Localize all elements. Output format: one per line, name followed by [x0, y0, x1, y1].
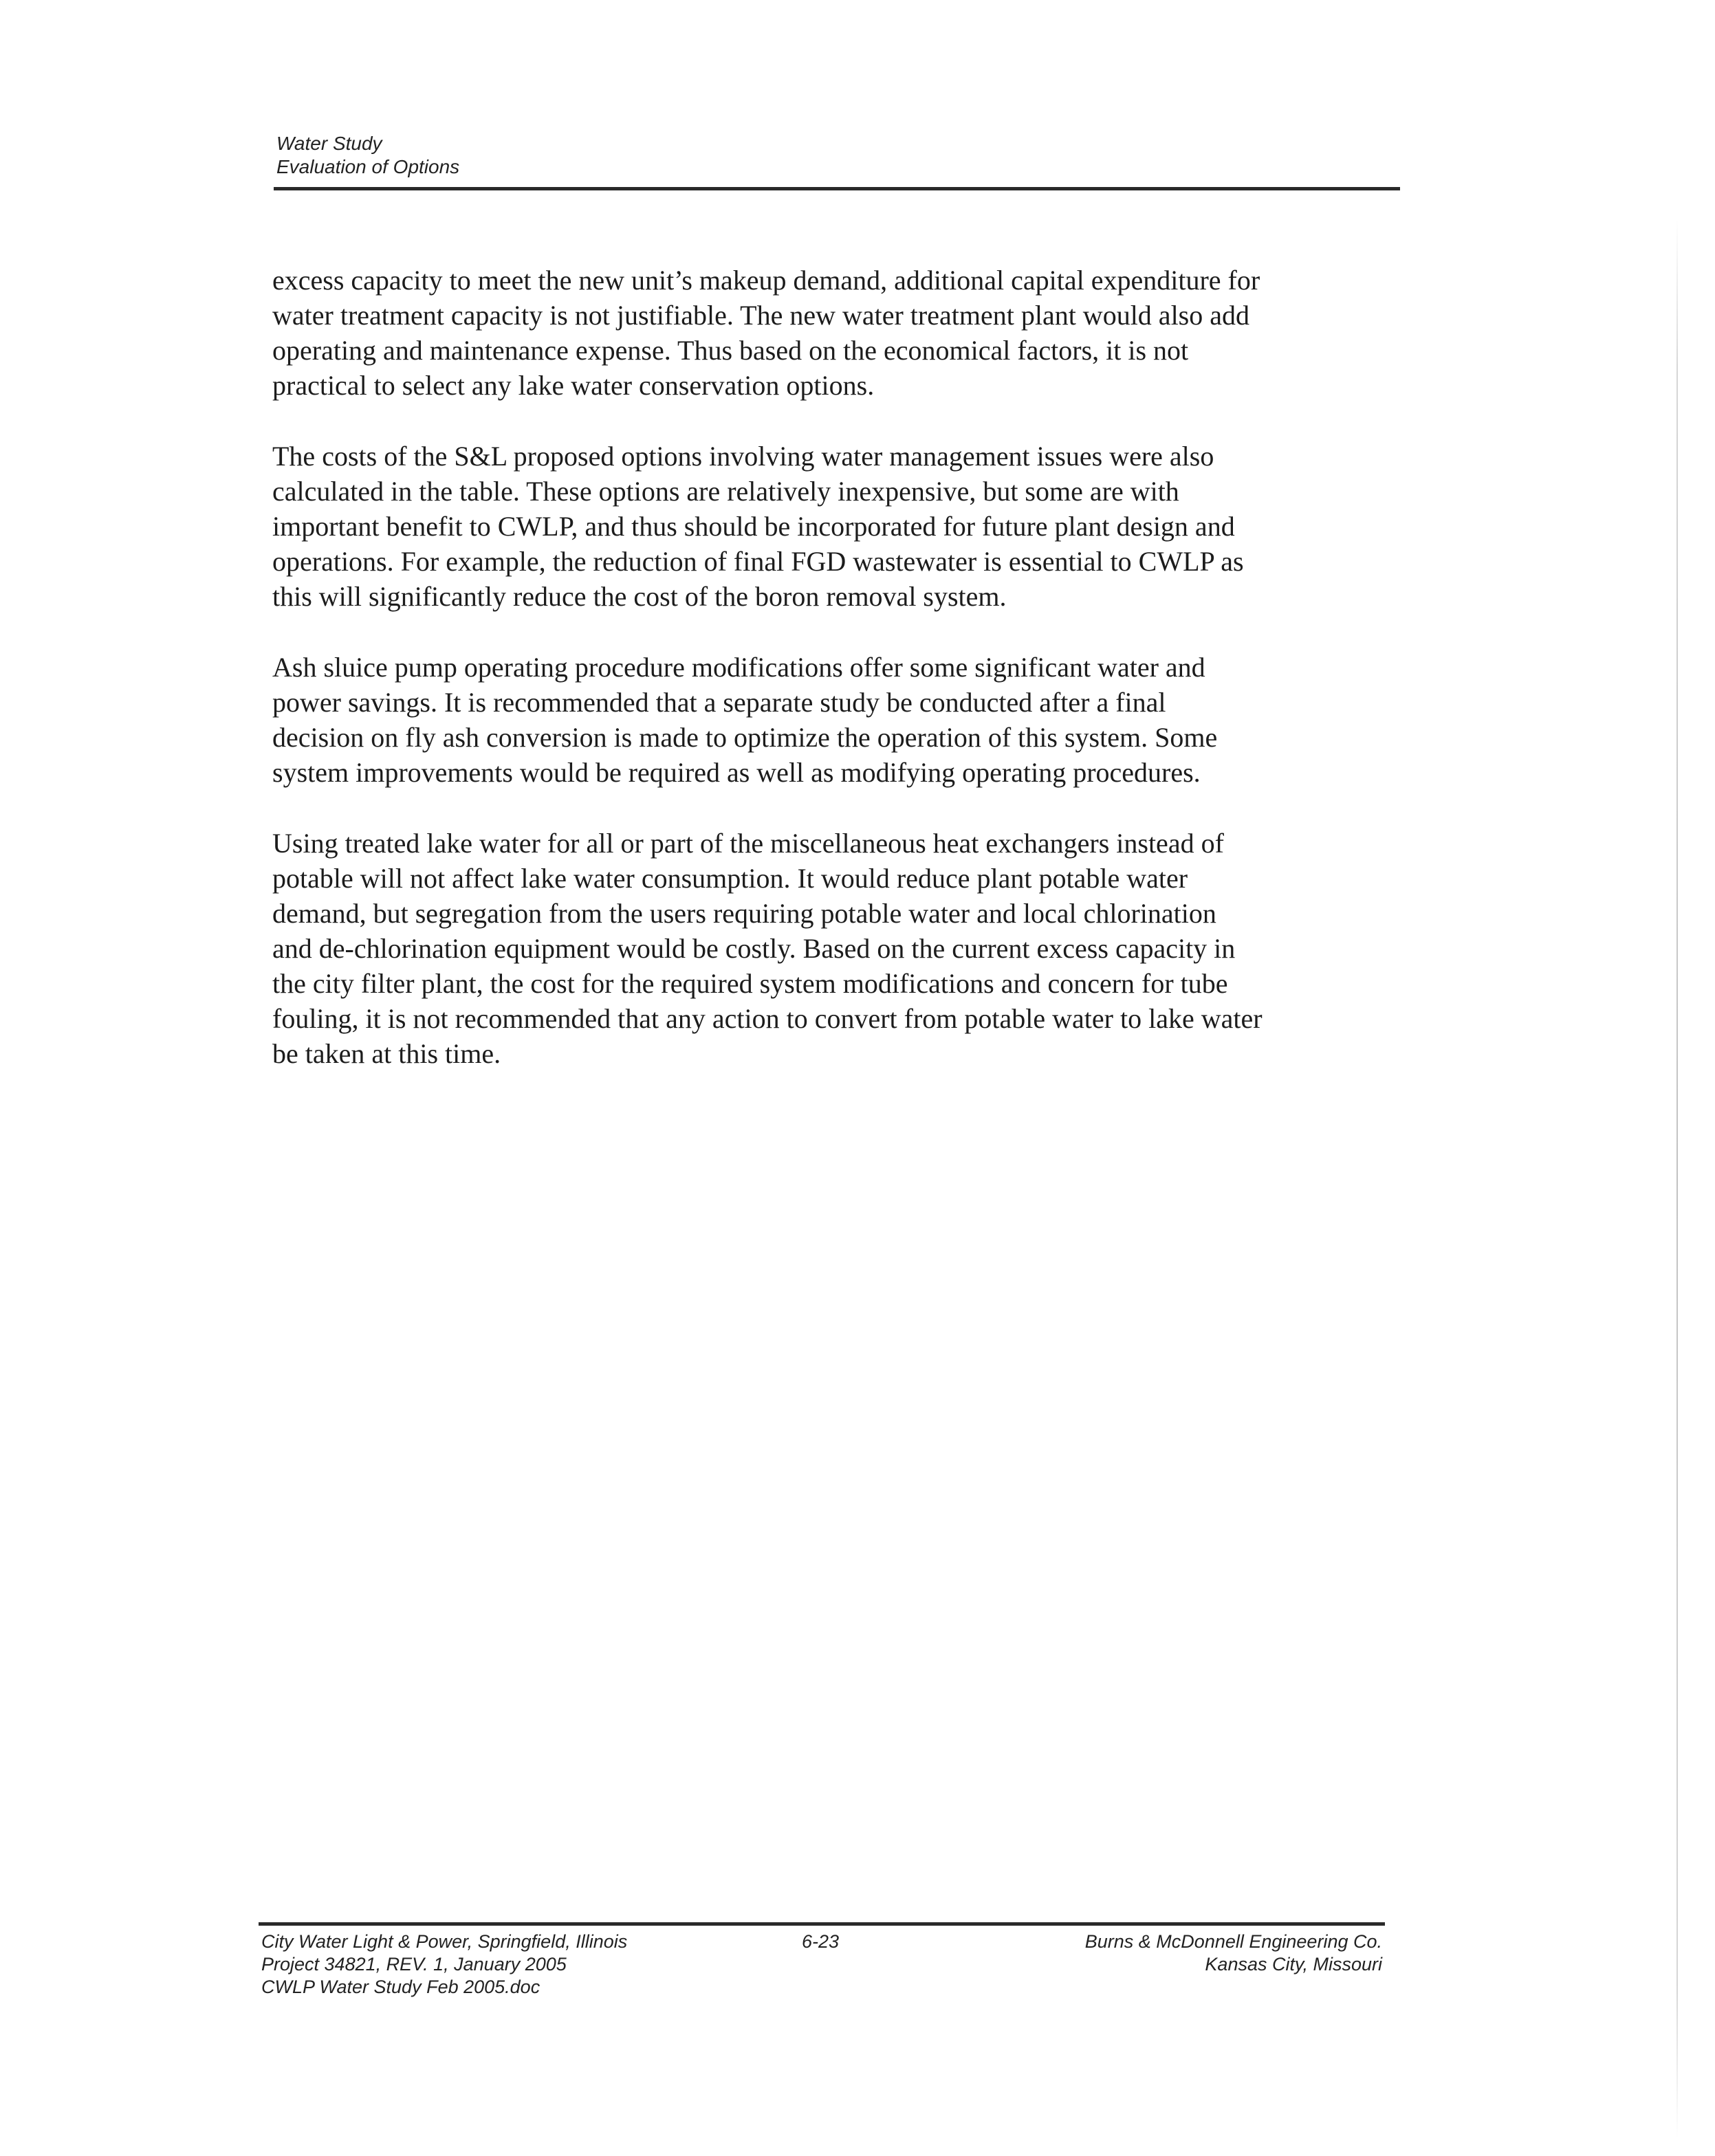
footer-client-info: [261, 1930, 743, 1999]
body-paragraph: Using treated lake water for all or part of the miscellaneous heat exchangers instead of potable will not affect lake water consumption. It would reduce plant potable water demand, but segregation from the users requiring potable water and local chlorination and de-chlorination equipment would be costly. Based on the current excess capacity in the city filter plant, the cost for the required system modifications and concern for tube fouling, it is not recommended that any action to convert from potable water to lake water be taken at this time.: [272, 828, 1263, 1069]
footer-client: City Water Light & Power, Springfield, Illinois: [261, 1931, 628, 1952]
body-paragraph: excess capacity to meet the new unit’s makeup demand, additional capital expenditure for water treatment capacity is not justifiable. The new water treatment plant would also add operating and maintenance expense. Thus based on the economical factors, it is not practical to select any lake water conservation options.: [272, 265, 1260, 401]
footer-firm: Burns & McDonnell Engineering Co.: [1084, 1931, 1382, 1952]
header-title: Water Study: [276, 133, 382, 154]
scan-edge-line: [1676, 220, 1678, 2138]
page-header: [276, 132, 1399, 179]
page-number: 6-23: [802, 1931, 840, 1952]
header-subtitle: Evaluation of Options: [276, 156, 460, 177]
body-paragraph: The costs of the S&L proposed options involving water management issues were also calculated in the table. These options are relatively inexpensive, but some are with important benefit to CWLP, and thus should be incorporated for future plant design and operations. For example, the reduction of final FGD wastewater is essential to CWLP as this will significantly reduce the cost of the boron removal system.: [272, 441, 1244, 612]
footer-divider: [259, 1922, 1385, 1926]
body-paragraph: Ash sluice pump operating procedure modifications offer some significant water and power savings. It is recommended that a separate study be conducted after a final decision on fly ash conversion is made to optimize the operation of this system. Some system improvements would be required as well as modifying operating procedures.: [272, 652, 1218, 788]
footer-location: Kansas City, Missouri: [1205, 1954, 1382, 1974]
footer-filename: CWLP Water Study Feb 2005.doc: [261, 1977, 540, 1997]
document-body: [272, 263, 1414, 1107]
footer-project: Project 34821, REV. 1, January 2005: [261, 1954, 567, 1974]
footer-firm-info: [990, 1930, 1382, 1976]
header-divider: [274, 187, 1400, 190]
